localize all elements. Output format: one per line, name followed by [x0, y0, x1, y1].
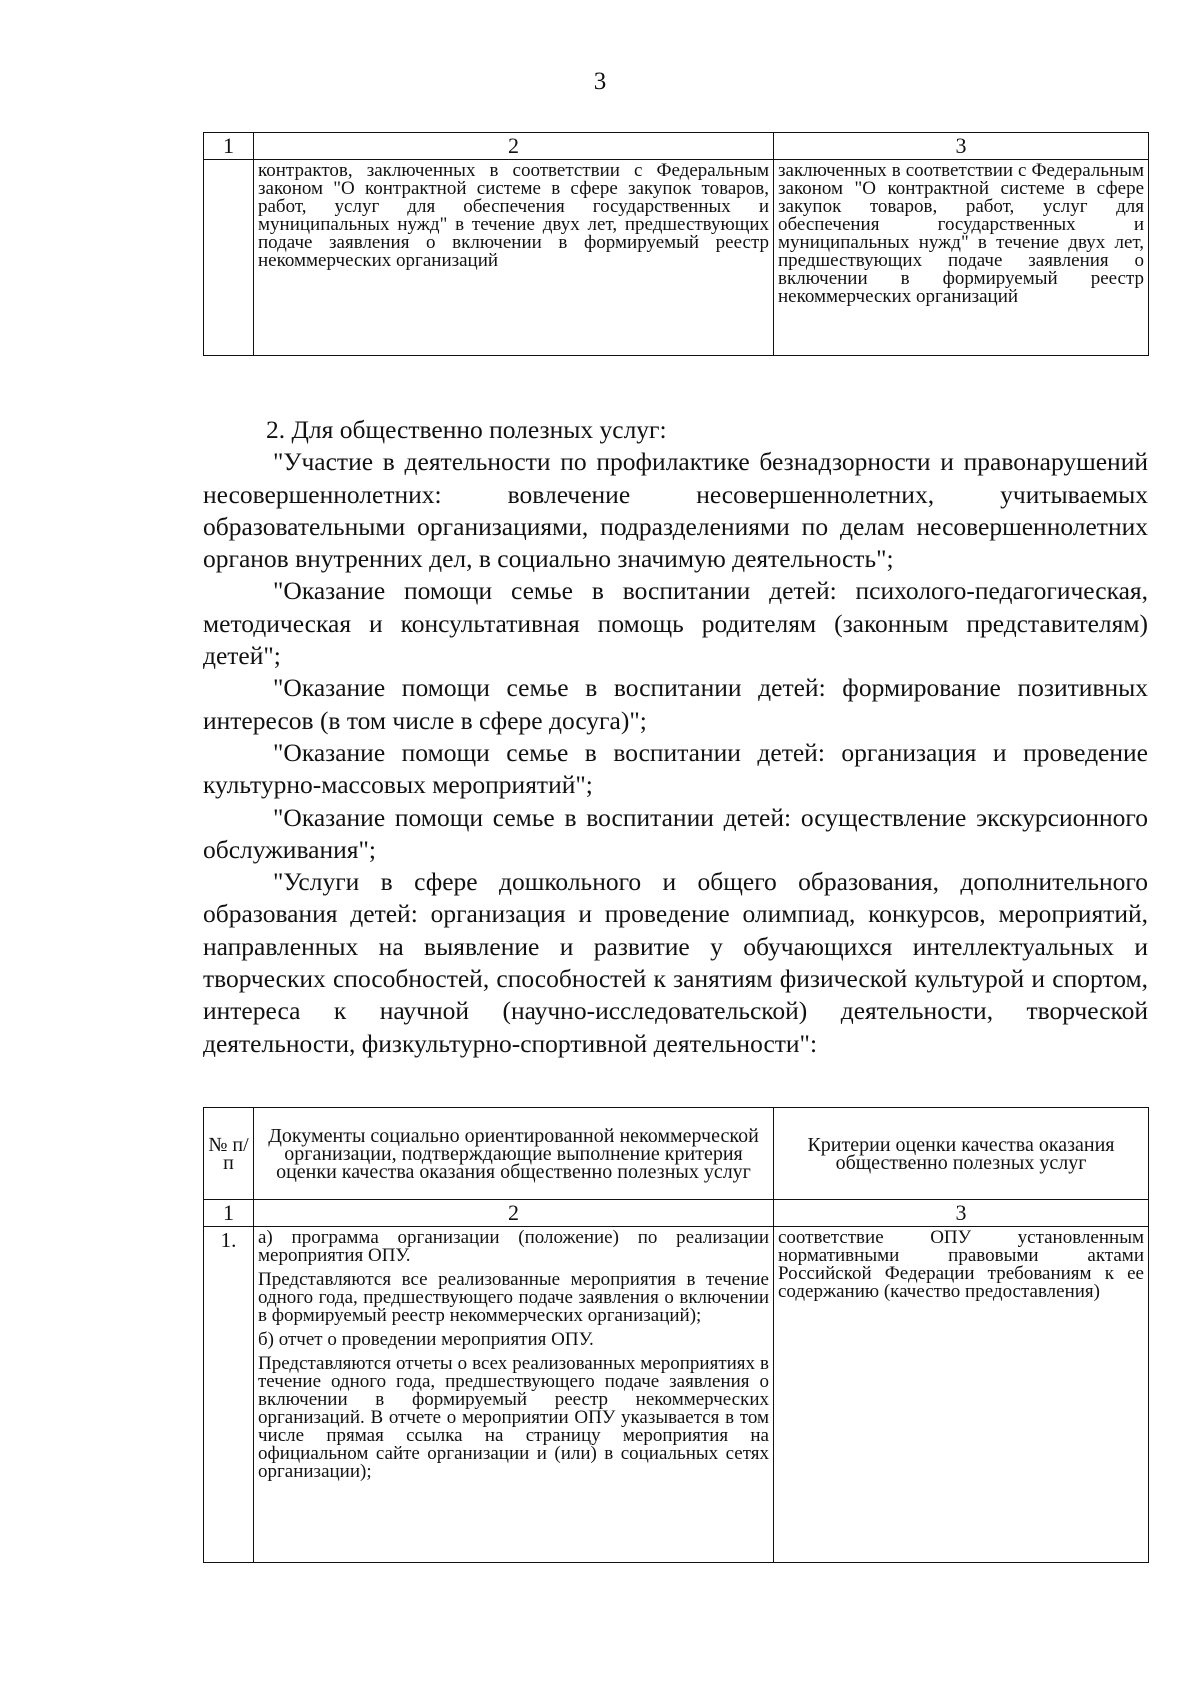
table-row — [204, 160, 1149, 356]
paragraph: "Услуги в сфере дошкольного и общего образования, дополнительного образования детей: организация и проведение олимпиад, конкурсов, мероприятий, направленных на выявление и развитие у обучающихся интеллектуальных и творческих способностей, способностей к занятиям физической культурой и спортом, интереса к научной (научно-исследовательской) деятельности, творческой деятельности, физкультурно-спортивной деятельности": — [203, 867, 1148, 1058]
head-cell-criteria: Критерии оценки качества оказания общественно полезных услуг — [774, 1108, 1149, 1200]
section-heading: 2. Для общественно полезных услуг: — [266, 415, 667, 444]
table-cell-documents: контрактов, заключенных в соответствии с Федеральным законом "О контрактной системе в сфере закупок товаров, работ, услуг для обеспечения государственных и муниципальных нужд" в течение двух лет, предшествующих подаче заявления о включении в формируемый реестр некоммерческих организаций — [254, 160, 774, 356]
document-item: а) программа организации (положение) по реализации мероприятия ОПУ. — [258, 1227, 769, 1266]
table-cell-number — [204, 160, 254, 356]
paragraph: "Участие в деятельности по профилактике безнадзорности и правонарушений несовершеннолетних: вовлечение несовершеннолетних, учитываемых образовательными организациями, подразделениями по делам несовершеннолетних органов внутренних дел, в социально значимую деятельность"; — [203, 447, 1148, 574]
document-item: б) отчет о проведении мероприятия ОПУ. — [258, 1329, 594, 1350]
table-row — [204, 1227, 1149, 1563]
table-head-row — [204, 1108, 1149, 1200]
column-number-3: 3 — [774, 133, 1149, 160]
paragraph: "Оказание помощи семье в воспитании детей: организация и проведение культурно-массовых мероприятий"; — [203, 737, 1148, 800]
column-number-2: 2 — [254, 133, 774, 160]
head-cell-number: № п/п — [204, 1108, 254, 1200]
column-number-3: 3 — [774, 1200, 1149, 1227]
row-number: 1. — [204, 1227, 254, 1563]
column-number-2: 2 — [254, 1200, 774, 1227]
criteria-table-continued — [203, 132, 1149, 356]
row-documents-cell — [254, 1227, 774, 1563]
paragraph: "Оказание помощи семье в воспитании детей: осуществление экскурсионного обслуживания"; — [203, 802, 1148, 864]
document-item: Представляются все реализованные мероприятия в течение одного года, предшествующего подаче заявления о включении в формируемый реестр некоммерческих организаций); — [258, 1269, 769, 1326]
paragraph: "Оказание помощи семье в воспитании детей: психолого-педагогическая, методическая и консультативная помощь родителям (законным представителям) детей"; — [203, 576, 1148, 671]
table-cell-criteria: заключенных в соответствии с Федеральным законом "О контрактной системе в сфере закупок товаров, работ, услуг для обеспечения государственных и муниципальных нужд" в течение двух лет, предшествующих подаче заявления о включении в формируемый реестр некоммерческих организаций — [774, 160, 1149, 356]
row-criteria-cell: соответствие ОПУ установленным нормативными правовыми актами Российской Федерации требованиям к ее содержанию (качество предоставления) — [774, 1227, 1149, 1563]
body-text — [203, 414, 1148, 1060]
table-column-numbers-row — [204, 1200, 1149, 1227]
table-header-row — [204, 133, 1149, 160]
document-item: Представляются отчеты о всех реализованных мероприятиях в течение одного года, предшествующего подаче заявления о включении в формируемый реестр некоммерческих организаций. В отчете о мероприятии ОПУ указывается в том числе прямая ссылка на страницу мероприятия на официальном сайте организации и (или) в социальных сетях организации); — [258, 1353, 769, 1482]
head-cell-documents: Документы социально ориентированной некоммерческой организации, подтверждающие выполнение критерия оценки качества оказания общественно полезных услуг — [254, 1108, 774, 1200]
paragraph: "Оказание помощи семье в воспитании детей: формирование позитивных интересов (в том числе в сфере досуга)"; — [203, 673, 1148, 735]
documents-criteria-table — [203, 1107, 1149, 1563]
page-number: 3 — [593, 68, 607, 95]
column-number-1: 1 — [204, 1200, 254, 1227]
column-number-1: 1 — [204, 133, 254, 160]
